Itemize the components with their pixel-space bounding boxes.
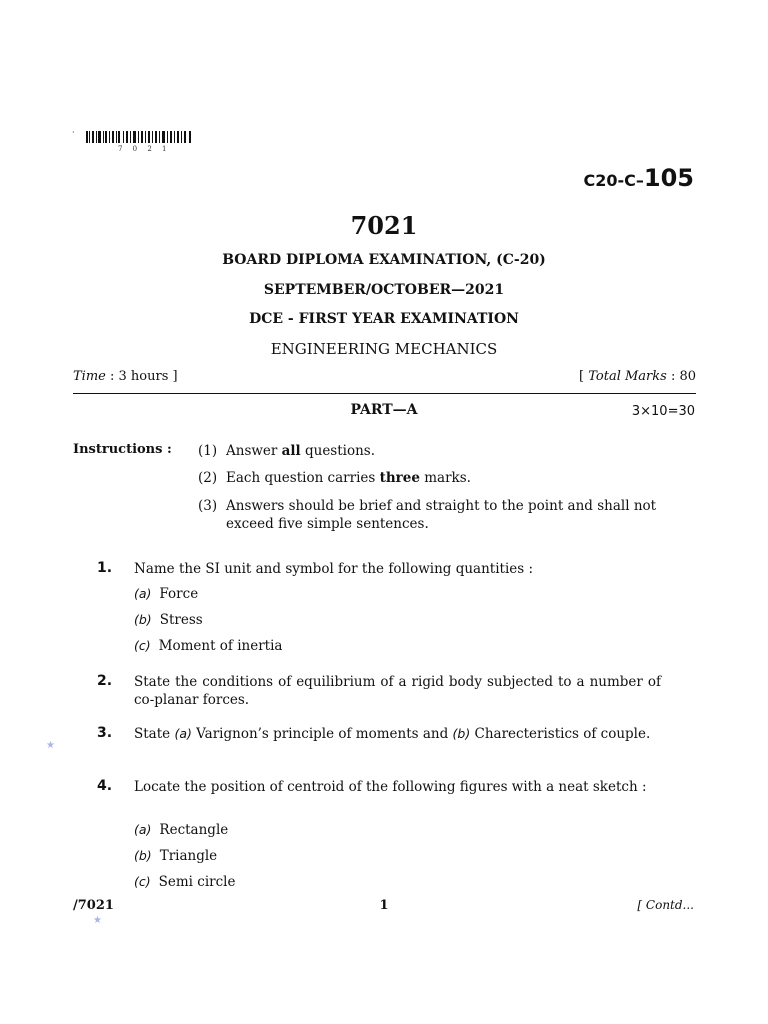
paper-code-prefix: C20-C– — [583, 171, 644, 190]
subject-title: ENGINEERING MECHANICS — [270, 340, 498, 358]
barcode-number: 7 0 2 1 — [118, 145, 171, 153]
paper-code — [584, 164, 695, 192]
star-mark: ★ — [46, 740, 55, 751]
page-number: 1 — [379, 898, 389, 913]
paper-code-number: 105 — [643, 164, 694, 192]
question-text: Name the SI unit and symbol for the following quantities : — [134, 561, 534, 577]
sub-question: (a) Force — [134, 586, 199, 602]
star-mark: ★ — [93, 915, 102, 926]
footer-contd: [ Contd... — [637, 898, 694, 912]
instruction-number: (2) — [198, 470, 218, 486]
marks-label: Total Marks — [588, 369, 667, 384]
question-text: Locate the position of centroid of the following figures with a neat sketch : — [134, 779, 647, 795]
instructions-label: Instructions : — [73, 442, 172, 457]
instruction-text: Each question carries three marks. — [226, 470, 471, 486]
question-number: 1. — [97, 560, 113, 576]
exam-code: 7021 — [350, 211, 418, 240]
instruction-text: Answer all questions. — [226, 443, 376, 459]
sub-question: (b) Triangle — [134, 848, 218, 864]
question-number: 2. — [97, 673, 113, 689]
part-title: PART—A — [350, 402, 418, 418]
sub-question: (a) Rectangle — [134, 822, 229, 838]
footer-code: /7021 — [73, 898, 114, 913]
exam-year: DCE - FIRST YEAR EXAMINATION — [249, 311, 519, 327]
board-title: BOARD DIPLOMA EXAMINATION, (C-20) — [222, 252, 546, 268]
mark-dot: · — [72, 128, 75, 137]
time-label: Time — [73, 369, 106, 384]
time-allowed — [73, 369, 178, 384]
time-value: : 3 hours ] — [105, 369, 178, 384]
instruction-text: Answers should be brief and straight to the point and shall not exceed five simple sentences. — [226, 498, 657, 532]
marks-value: : 80 — [666, 369, 696, 384]
question-text: State the conditions of equilibrium of a rigid body subjected to a number of co-planar forces. — [134, 674, 661, 708]
marks-scheme: 3×10=30 — [631, 404, 695, 419]
instruction-number: (1) — [198, 443, 218, 459]
question-number: 4. — [97, 778, 113, 794]
instruction-number: (3) — [198, 498, 218, 514]
question-number: 3. — [97, 725, 113, 741]
sub-question: (c) Semi circle — [134, 874, 236, 890]
question-text: State (a) Varignon’s principle of moments and (b) Charecteristics of couple. — [134, 726, 651, 742]
total-marks — [579, 369, 696, 384]
exam-session: SEPTEMBER/OCTOBER—2021 — [263, 282, 505, 298]
divider — [73, 393, 696, 394]
sub-question: (c) Moment of inertia — [134, 638, 283, 654]
sub-question: (b) Stress — [134, 612, 203, 628]
marks-open: [ — [579, 369, 589, 384]
